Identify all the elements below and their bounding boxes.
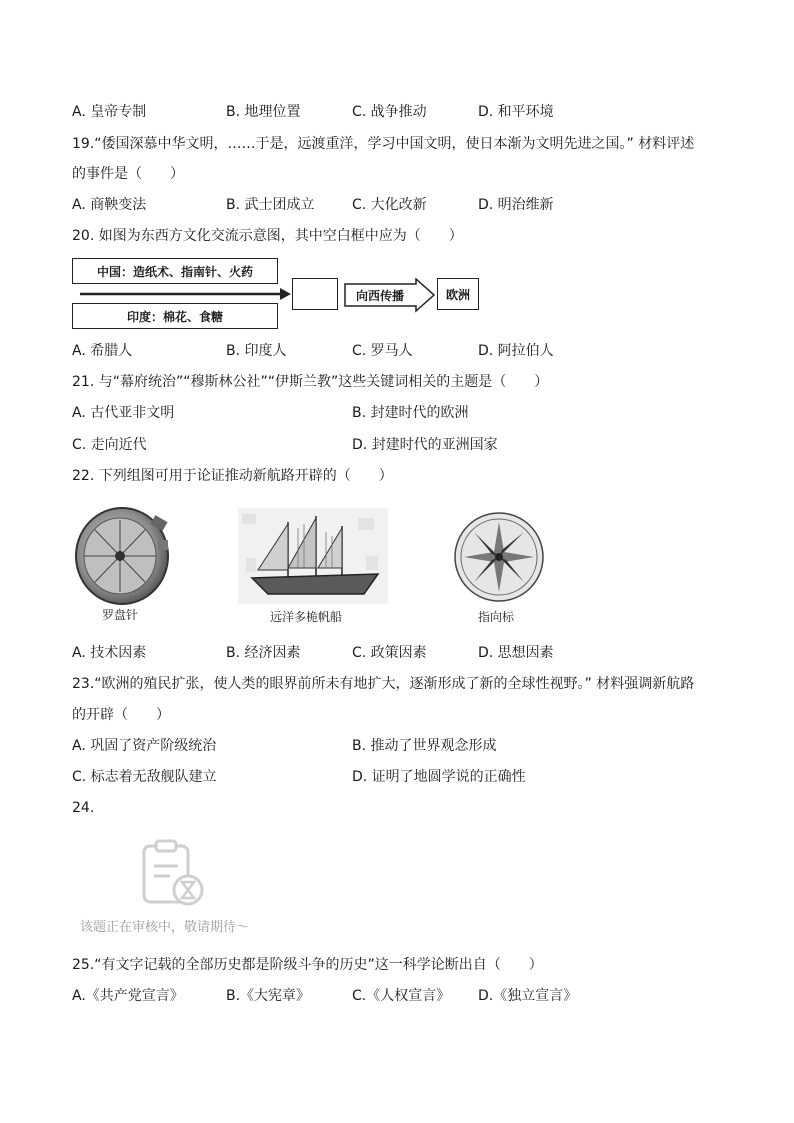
q21-option-a[interactable]: A. 古代亚非文明 — [72, 405, 175, 421]
q22-option-c[interactable]: C. 政策因素 — [352, 645, 427, 661]
q22-option-d[interactable]: D. 思想因素 — [478, 645, 554, 661]
q18-option-d[interactable]: D. 和平环境 — [478, 104, 554, 120]
q20-option-c[interactable]: C. 罗马人 — [352, 343, 413, 359]
q25-option-d[interactable]: D.《独立宣言》 — [478, 988, 578, 1004]
sailing-ship-caption: 远洋多桅帆船 — [270, 610, 343, 624]
q21-option-d[interactable]: D. 封建时代的亚洲国家 — [352, 437, 498, 453]
compass-rose-image — [452, 510, 546, 604]
q20-option-d[interactable]: D. 阿拉伯人 — [478, 343, 554, 359]
q19-option-d[interactable]: D. 明治维新 — [478, 197, 554, 213]
q19-option-c[interactable]: C. 大化改新 — [352, 197, 427, 213]
q19-option-b[interactable]: B. 武士团成立 — [226, 197, 315, 213]
q23-option-d[interactable]: D. 证明了地圆学说的正确性 — [352, 769, 526, 785]
q21-option-c[interactable]: C. 走向近代 — [72, 437, 147, 453]
q24-number: 24. — [72, 800, 95, 816]
diagram-blank-box — [292, 278, 338, 310]
q25-stem: 25.“有文字记载的全部历史都是阶级斗争的历史”这一科学论断出自（ ） — [72, 957, 543, 973]
q19-stem-line1: 19.“倭国深慕中华文明，……于是，远渡重洋，学习中国文明，使日本渐为文明先进之国。” 材料评述 — [72, 136, 695, 152]
q23-option-a[interactable]: A. 巩固了资产阶级统治 — [72, 738, 217, 754]
q18-option-c[interactable]: C. 战争推动 — [352, 104, 427, 120]
q25-option-c[interactable]: C.《人权宣言》 — [352, 988, 451, 1004]
q25-option-a[interactable]: A.《共产党宣言》 — [72, 988, 184, 1004]
q22-option-a[interactable]: A. 技术因素 — [72, 645, 147, 661]
q23-option-c[interactable]: C. 标志着无敌舰队建立 — [72, 769, 217, 785]
compass-rose-caption: 指向标 — [478, 610, 515, 624]
q19-stem-line2: 的事件是（ ） — [72, 166, 184, 182]
diagram-europe-box: 欧洲 — [437, 278, 479, 310]
q21-stem: 21. 与“幕府统治”“穆斯林公社”“伊斯兰教”这些关键词相关的主题是（ ） — [72, 374, 549, 390]
q20-option-a[interactable]: A. 希腊人 — [72, 343, 133, 359]
q23-option-b[interactable]: B. 推动了世界观念形成 — [352, 738, 497, 754]
q18-option-b[interactable]: B. 地理位置 — [226, 104, 301, 120]
q21-option-b[interactable]: B. 封建时代的欧洲 — [352, 405, 469, 421]
sailing-ship-image — [238, 508, 388, 604]
q20-stem: 20. 如图为东西方文化交流示意图，其中空白框中应为（ ） — [72, 228, 463, 244]
q22-option-b[interactable]: B. 经济因素 — [226, 645, 301, 661]
q18-option-a[interactable]: A. 皇帝专制 — [72, 104, 147, 120]
q23-stem-line2: 的开辟（ ） — [72, 707, 170, 723]
diagram-china-box: 中国：造纸术、指南针、火药 — [72, 258, 278, 284]
q20-option-b[interactable]: B. 印度人 — [226, 343, 287, 359]
q24-pending-notice: 该题正在审核中，敬请期待～ — [80, 920, 250, 935]
clipboard-hourglass-icon — [140, 838, 210, 910]
diagram-india-box: 印度：棉花、食糖 — [72, 303, 278, 329]
q23-stem-line1: 23.“欧洲的殖民扩张，使人类的眼界前所未有地扩大，逐渐形成了新的全球性视野。” 材料强调新航路 — [72, 676, 695, 692]
diagram-spread-label: 向西传播 — [355, 288, 404, 303]
compass-needle-caption: 罗盘针 — [102, 608, 139, 622]
q25-option-b[interactable]: B.《大宪章》 — [226, 988, 311, 1004]
compass-needle-image — [72, 500, 178, 610]
q19-option-a[interactable]: A. 商鞅变法 — [72, 197, 147, 213]
q22-stem: 22. 下列组图可用于论证推动新航路开辟的（ ） — [72, 468, 393, 484]
diagram-long-arrow — [80, 286, 292, 302]
